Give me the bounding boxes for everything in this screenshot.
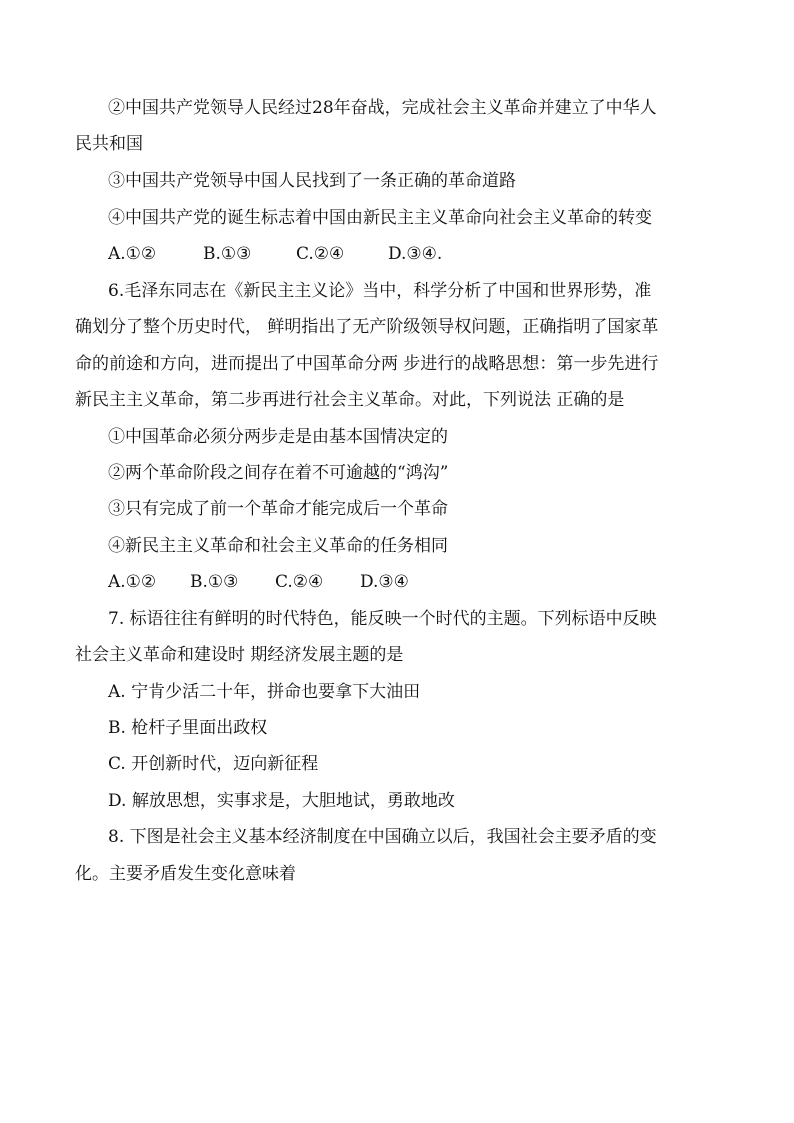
q5-item-3: ③中国共产党领导中国人民找到了一条正确的革命道路: [108, 171, 516, 191]
q6-option-c: C.②④: [275, 572, 324, 592]
q6-option-a: A.①②: [108, 572, 157, 592]
q5-option-a: A.①②: [108, 244, 157, 264]
q6-item-4: ④新民主主义革命和社会主义革命的任务相同: [108, 536, 448, 556]
q5-option-b: B.①③: [203, 244, 252, 264]
q5-option-c: C.②④: [296, 244, 345, 264]
q6-option-b: B.①③: [190, 572, 239, 592]
q8-stem-line-1: 8. 下图是社会主义基本经济制度在中国确立以后，我国社会主要矛盾的变: [108, 827, 657, 847]
q5-item-4: ④中国共产党的诞生标志着中国由新民主主义革命向社会主义革命的转变: [108, 208, 652, 228]
q6-stem-line-1: 6.毛泽东同志在《新民主主义论》当中，科学分析了中国和世界形势，准: [108, 281, 652, 301]
q5-item-2-line-2: 民共和国: [75, 134, 143, 154]
q6-item-2: ②两个革命阶段之间存在着不可逾越的“鸿沟”: [108, 463, 449, 483]
q6-stem-line-4: 新民主主义革命，第二步再进行社会主义革命。对此，下列说法 正确的是: [75, 390, 625, 410]
q7-option-c: C. 开创新时代，迈向新征程: [108, 754, 319, 774]
q6-item-1: ①中国革命必须分两步走是由基本国情决定的: [108, 427, 448, 447]
q5-item-2-line-1: ②中国共产党领导人民经过28年奋战，完成社会主义革命并建立了中华人: [108, 98, 657, 118]
q7-stem-line-1: 7. 标语往往有鲜明的时代特色，能反映一个时代的主题。下列标语中反映: [108, 609, 657, 629]
q6-item-3: ③只有完成了前一个革命才能完成后一个革命: [108, 499, 448, 519]
q6-stem-line-2: 确划分了整个历史时代， 鲜明指出了无产阶级领导权问题，正确指明了国家革: [75, 317, 659, 337]
q7-stem-line-2: 社会主义革命和建设时 期经济发展主题的是: [75, 645, 404, 665]
q6-option-d: D.③④: [360, 572, 409, 592]
q7-option-a: A. 宁肯少活二十年，拼命也要拿下大油田: [108, 682, 421, 702]
q6-stem-line-3: 命的前途和方向，进而提出了中国革命分两 步进行的战略思想：第一步先进行: [75, 354, 659, 374]
q5-option-d: D.③④.: [388, 244, 443, 264]
q7-option-d: D. 解放思想，实事求是，大胆地试，勇敢地改: [108, 791, 455, 811]
q7-option-b: B. 枪杆子里面出政权: [108, 718, 268, 738]
q8-stem-line-2: 化。主要矛盾发生变化意味着: [75, 864, 296, 884]
